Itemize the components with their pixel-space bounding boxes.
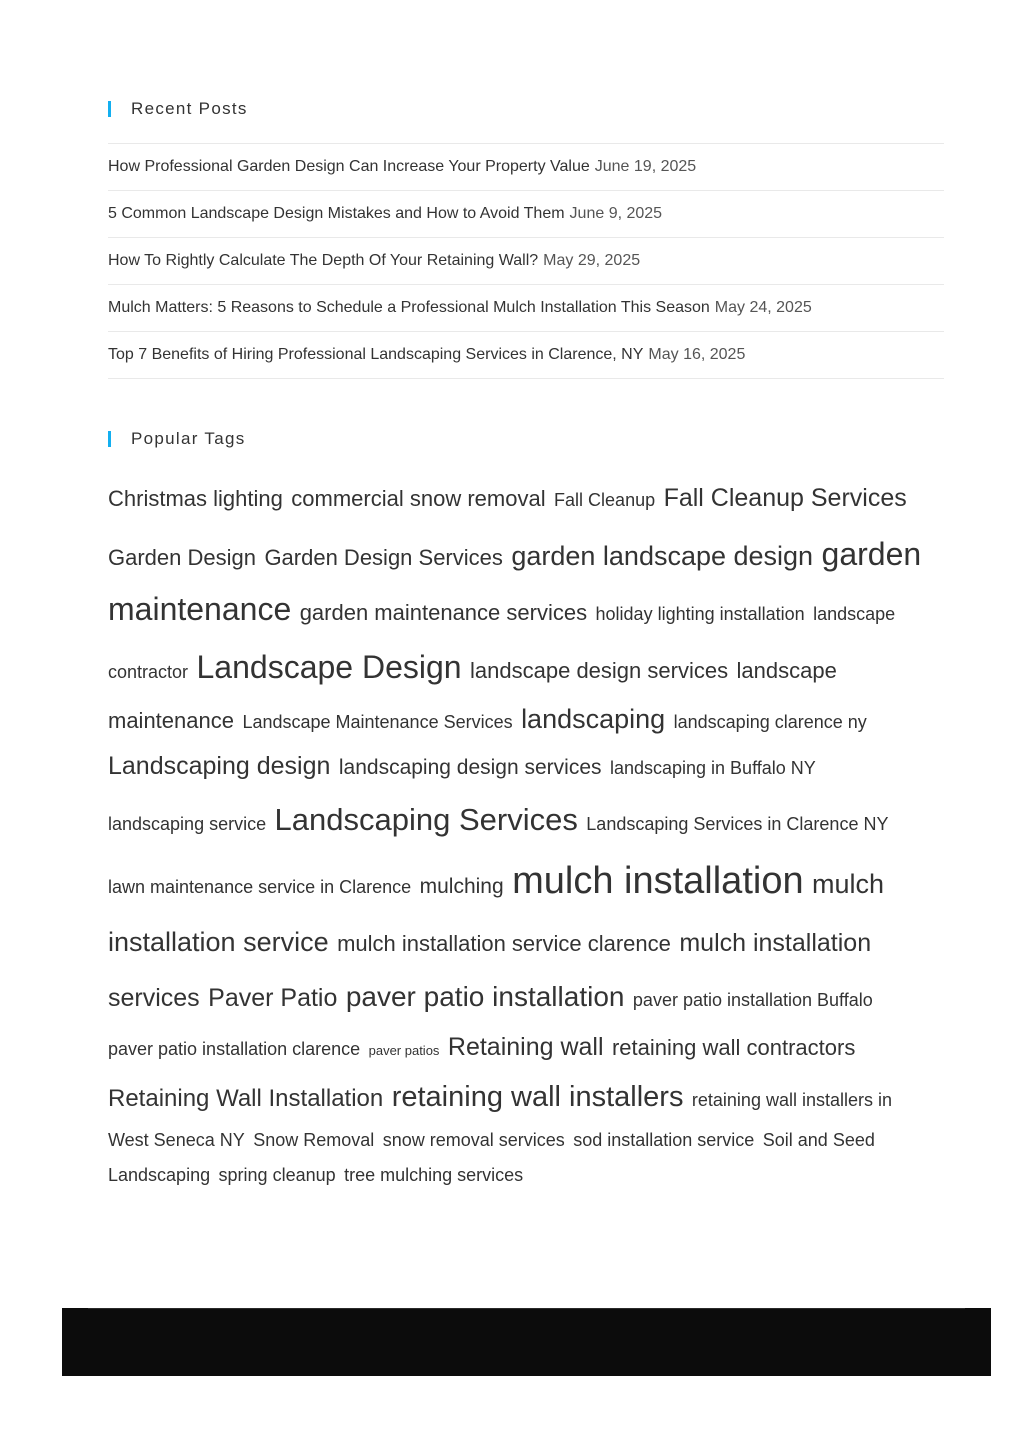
- tag-link[interactable]: mulch installation: [512, 860, 804, 902]
- recent-posts-heading: Recent Posts: [108, 99, 248, 119]
- tag-line: [108, 651, 837, 683]
- tag-line: [108, 538, 921, 570]
- tag-line: [108, 1035, 855, 1060]
- tag-link[interactable]: Landscaping design: [108, 752, 331, 780]
- tag-link[interactable]: Fall Cleanup: [554, 490, 656, 510]
- tag-line: [108, 983, 873, 1011]
- tag-link[interactable]: landscaping service: [108, 814, 267, 834]
- tag-link[interactable]: mulch installation: [679, 929, 872, 957]
- list-item: [108, 285, 944, 332]
- recent-post-link[interactable]: 5 Common Landscape Design Mistakes and How to Avoid Them: [108, 205, 565, 222]
- tag-link[interactable]: tree mulching services: [344, 1165, 524, 1185]
- tag-line: [108, 593, 895, 625]
- tag-line: [108, 1083, 892, 1112]
- tag-link[interactable]: Landscape Maintenance Services: [242, 712, 513, 732]
- tag-link[interactable]: mulch: [812, 869, 885, 899]
- list-item: [108, 238, 944, 285]
- tag-link[interactable]: commercial snow removal: [291, 486, 546, 511]
- tag-link[interactable]: Retaining Wall Installation: [108, 1085, 384, 1112]
- tag-link[interactable]: installation service: [108, 927, 329, 957]
- recent-post-link[interactable]: How Professional Garden Design Can Increase Your Property Value: [108, 158, 590, 175]
- tag-link[interactable]: garden maintenance services: [299, 600, 588, 625]
- recent-post-link[interactable]: How To Rightly Calculate The Depth Of Your Retaining Wall?: [108, 252, 539, 269]
- tag-link[interactable]: garden landscape design: [511, 541, 814, 571]
- tag-line: [108, 754, 816, 779]
- tag-line: [108, 486, 907, 511]
- tag-link[interactable]: landscaping: [521, 704, 666, 734]
- tag-link[interactable]: landscaping in Buffalo NY: [609, 758, 816, 778]
- tag-link[interactable]: Landscaping Services in Clarence NY: [586, 814, 889, 834]
- tag-link[interactable]: contractor: [108, 662, 189, 682]
- tag-link[interactable]: landscaping clarence ny: [673, 712, 867, 732]
- tag-line: [108, 862, 884, 900]
- tag-link[interactable]: Landscaping: [108, 1165, 211, 1185]
- post-date: May 29, 2025: [543, 252, 641, 269]
- recent-post-link[interactable]: Mulch Matters: 5 Reasons to Schedule a Professional Mulch Installation This Season: [108, 299, 710, 316]
- tag-link[interactable]: holiday lighting installation: [595, 604, 805, 624]
- tag-link[interactable]: Garden Design: [108, 545, 256, 570]
- tag-line: [108, 804, 888, 835]
- footer-bar: [62, 1308, 991, 1376]
- tag-line: [108, 706, 867, 733]
- tag-link[interactable]: paver patio installation clarence: [108, 1039, 361, 1059]
- recent-posts-list: [108, 143, 944, 379]
- tag-link[interactable]: Fall Cleanup Services: [663, 484, 907, 512]
- tag-link[interactable]: mulching: [419, 875, 504, 898]
- tag-link[interactable]: paver patio installation Buffalo: [632, 990, 873, 1010]
- tag-link[interactable]: Christmas lighting: [108, 486, 283, 511]
- tag-link[interactable]: landscape: [813, 604, 896, 624]
- tag-link[interactable]: Retaining wall: [447, 1033, 604, 1061]
- tag-link[interactable]: paver patio installation: [345, 981, 625, 1012]
- tag-link[interactable]: garden: [821, 536, 922, 572]
- post-date: May 16, 2025: [648, 346, 746, 363]
- tag-link[interactable]: retaining wall installers: [391, 1081, 684, 1113]
- tag-link[interactable]: snow removal services: [382, 1130, 565, 1150]
- list-item: [108, 332, 944, 379]
- tag-link[interactable]: West Seneca NY: [108, 1130, 245, 1150]
- popular-tags-heading: Popular Tags: [108, 429, 246, 449]
- tag-link[interactable]: sod installation service: [573, 1130, 755, 1150]
- tag-link[interactable]: retaining wall installers in: [691, 1090, 892, 1110]
- tag-link[interactable]: retaining wall contractors: [611, 1035, 856, 1060]
- tag-link[interactable]: Snow Removal: [253, 1130, 375, 1150]
- tag-link[interactable]: landscape: [736, 658, 837, 683]
- tag-link[interactable]: Landscape Design: [196, 649, 462, 685]
- list-item: [108, 144, 944, 191]
- tag-line: [108, 1166, 523, 1185]
- tag-line: [108, 1131, 875, 1150]
- tag-link[interactable]: Garden Design Services: [264, 545, 503, 570]
- tag-link[interactable]: Soil and Seed: [762, 1130, 875, 1150]
- tag-link[interactable]: paver patios: [368, 1043, 440, 1058]
- tag-link[interactable]: Paver Patio: [208, 984, 338, 1012]
- tag-link[interactable]: services: [108, 984, 200, 1012]
- tag-link[interactable]: landscape design services: [470, 658, 729, 683]
- tag-line: [108, 929, 871, 956]
- tag-link[interactable]: mulch installation service clarence: [337, 931, 671, 956]
- recent-post-link[interactable]: Top 7 Benefits of Hiring Professional Landscaping Services in Clarence, NY: [108, 346, 644, 363]
- tag-link[interactable]: Landscaping Services: [274, 802, 578, 837]
- post-date: May 24, 2025: [714, 299, 812, 316]
- tag-link[interactable]: lawn maintenance service in Clarence: [108, 877, 412, 897]
- list-item: [108, 191, 944, 238]
- tag-link[interactable]: landscaping design services: [338, 756, 602, 779]
- tag-link[interactable]: maintenance: [108, 708, 234, 733]
- tag-link[interactable]: spring cleanup: [218, 1165, 336, 1185]
- post-date: June 9, 2025: [569, 205, 663, 222]
- post-date: June 19, 2025: [594, 158, 697, 175]
- tag-link[interactable]: maintenance: [108, 591, 292, 627]
